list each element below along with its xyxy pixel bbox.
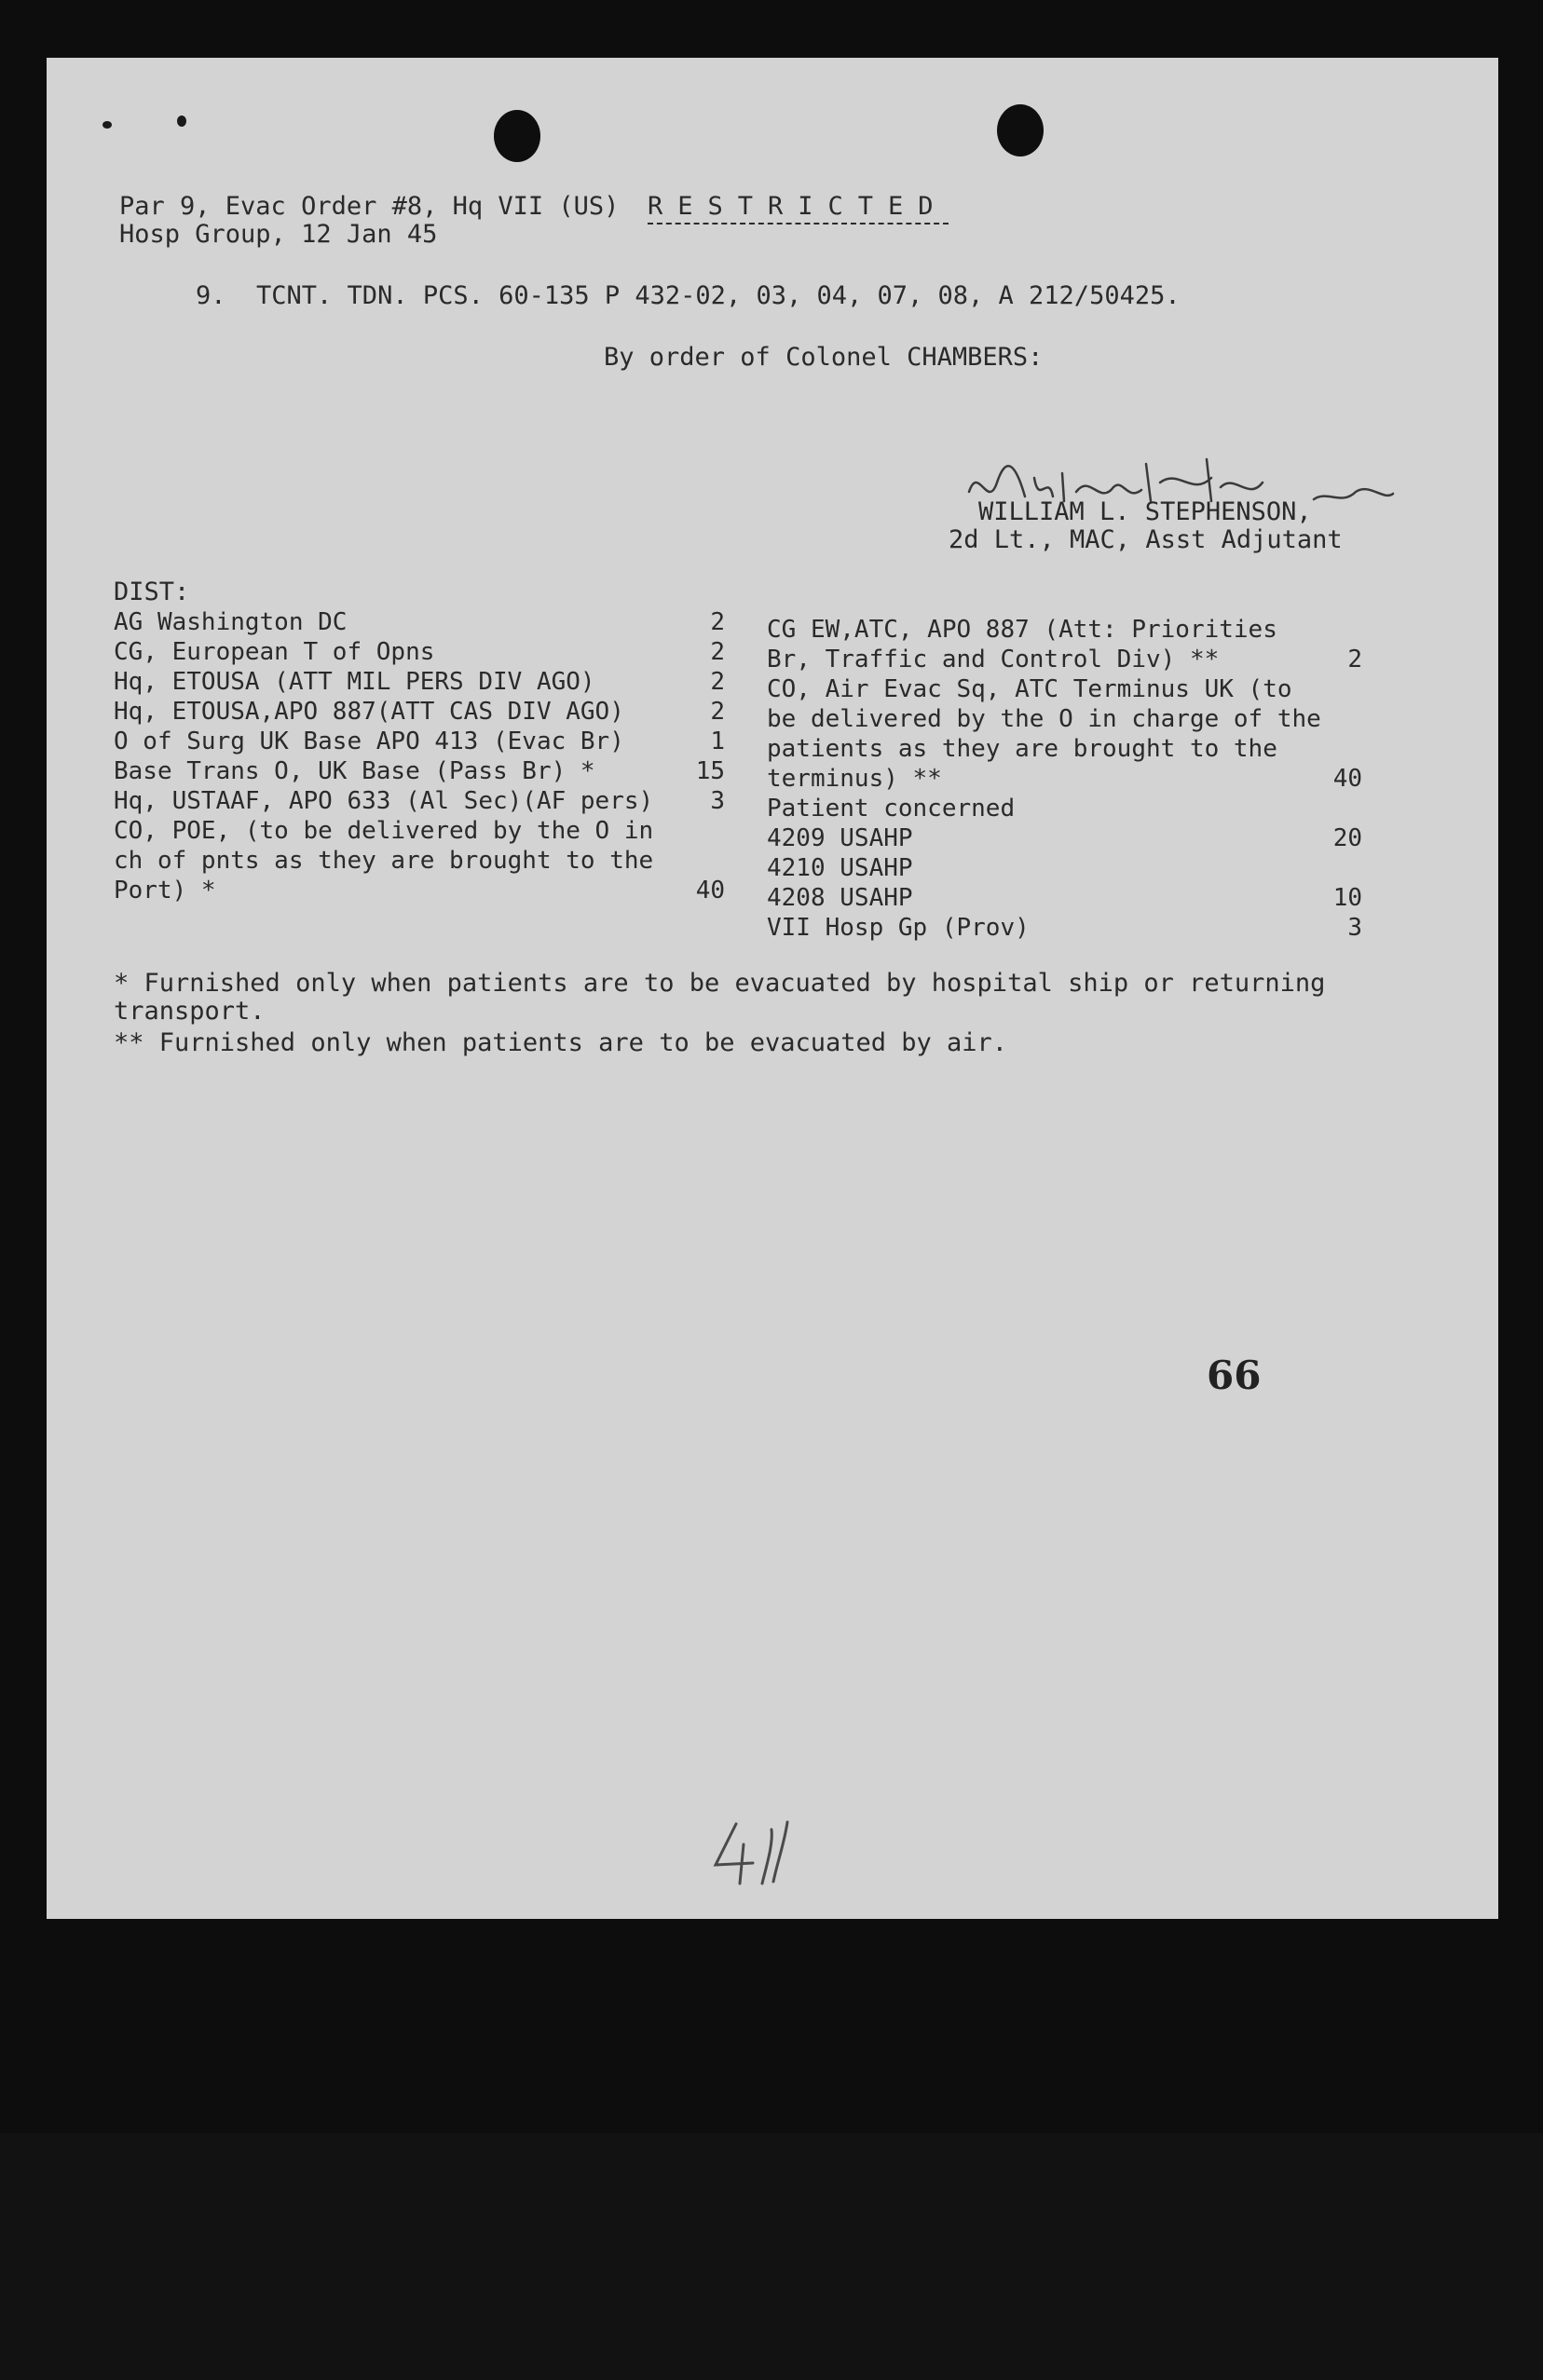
dist-right-count: 2 — [1347, 646, 1362, 673]
dist-left-item: Port) * — [114, 877, 216, 904]
dist-right-item: 4210 USAHP — [767, 854, 913, 882]
footnote-double-star: ** Furnished only when patients are to be evacuated by air. — [114, 1028, 1008, 1057]
dist-left-item: Hq, ETOUSA (ATT MIL PERS DIV AGO) — [114, 668, 595, 696]
dist-left-item: Hq, ETOUSA,APO 887(ATT CAS DIV AGO) — [114, 698, 624, 726]
dist-right-item: VII Hosp Gp (Prov) — [767, 914, 1030, 942]
dist-right-count: 20 — [1332, 824, 1362, 852]
handwritten-page-number — [708, 1816, 811, 1891]
dist-left-count: 1 — [710, 728, 725, 755]
dist-left-count: 40 — [695, 877, 725, 904]
dist-right-count: 3 — [1347, 914, 1362, 942]
classification-marking: RESTRICTED — [648, 192, 949, 222]
dist-right-item: patients as they are brought to the — [767, 735, 1277, 763]
header-line-2: Hosp Group, 12 Jan 45 — [119, 220, 438, 249]
page-number-stamp: 66 — [1207, 1353, 1262, 1398]
punch-hole-left — [494, 110, 540, 162]
dist-left-count: 2 — [710, 608, 725, 636]
dist-right-item: 4208 USAHP — [767, 884, 913, 912]
dist-left-item: CG, European T of Opns — [114, 638, 435, 666]
footnote-single-star: * Furnished only when patients are to be evacuated by hospital ship or returning — [114, 969, 1326, 998]
dist-left-item: Base Trans O, UK Base (Pass Br) * — [114, 757, 595, 785]
footnote-continuation: transport. — [114, 997, 266, 1026]
speck — [102, 121, 112, 129]
dist-right-count: 40 — [1332, 765, 1362, 793]
signatory-name: WILLIAM L. STEPHENSON, — [978, 497, 1312, 526]
dist-right-item: terminus) ** — [767, 765, 942, 793]
dist-right-item: CO, Air Evac Sq, ATC Terminus UK (to — [767, 675, 1292, 703]
dist-left-count: 2 — [710, 698, 725, 726]
dist-left-count: 15 — [695, 757, 725, 785]
header-line-1: Par 9, Evac Order #8, Hq VII (US) — [119, 192, 620, 221]
dist-left-item: ch of pnts as they are brought to the — [114, 847, 654, 875]
dist-right-item: CG EW,ATC, APO 887 (Att: Priorities — [767, 616, 1277, 644]
speck — [177, 116, 186, 127]
signatory-title: 2d Lt., MAC, Asst Adjutant — [949, 525, 1343, 554]
dist-left-item: O of Surg UK Base APO 413 (Evac Br) — [114, 728, 624, 755]
dist-right-item: Patient concerned — [767, 795, 1016, 823]
distribution-heading: DIST: — [114, 578, 190, 606]
dist-right-item: 4209 USAHP — [767, 824, 913, 852]
authority-line: By order of Colonel CHAMBERS: — [604, 343, 1044, 372]
dist-right-count: 10 — [1332, 884, 1362, 912]
scanner-background — [0, 2133, 1543, 2380]
dist-right-item: Br, Traffic and Control Div) ** — [767, 646, 1220, 673]
dist-left-count: 3 — [710, 787, 725, 815]
dist-left-count: 2 — [710, 638, 725, 666]
dist-left-item: AG Washington DC — [114, 608, 348, 636]
dist-left-item: CO, POE, (to be delivered by the O in — [114, 817, 654, 845]
dist-left-count: 2 — [710, 668, 725, 696]
order-paragraph: 9. TCNT. TDN. PCS. 60-135 P 432-02, 03, 04, 07, 08, A 212/50425. — [196, 281, 1181, 310]
dist-right-item: be delivered by the O in charge of the — [767, 705, 1321, 733]
punch-hole-right — [997, 104, 1044, 156]
dist-left-item: Hq, USTAAF, APO 633 (Al Sec)(AF pers) — [114, 787, 654, 815]
